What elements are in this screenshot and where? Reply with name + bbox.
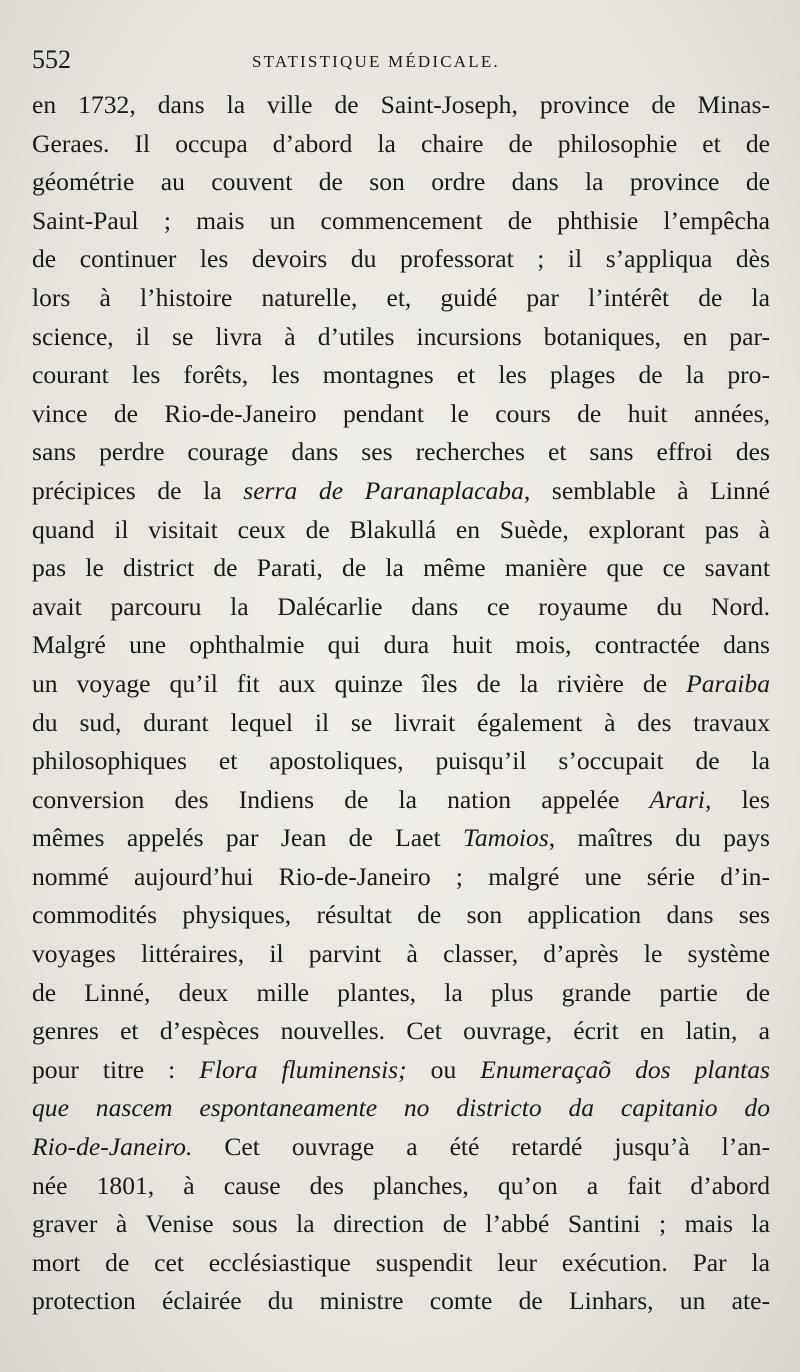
text-run: un voyage qu’il fit aux quinze îles de la rivière de [32,668,687,698]
italic-text: Flora fluminensis; [199,1054,407,1084]
text-line [32,511,770,550]
text-run: Malgré une ophthalmie qui dura huit mois, contractée dans [32,630,770,660]
text-line [32,665,770,704]
page-number: 552 [32,45,71,74]
italic-text: Arari [649,784,706,814]
body-text [32,86,770,1321]
text-line [32,896,770,935]
italic-text: Tamoios [462,823,549,853]
text-run: conversion des Indiens de la nation appelée [32,784,650,814]
text-run: , les [705,784,770,814]
text-run: science, il se livra à d’utiles incursions botaniques, en par- [32,321,770,351]
text-run: mort de cet ecclésiastique suspendit leur exécution. Par la [32,1247,770,1277]
text-run: Geraes. Il occupa d’abord la chaire de philosophie et de [32,128,770,158]
text-run: sans perdre courage dans ses recherches et sans effroi des [32,437,770,467]
text-line [32,1128,770,1167]
text-run: quand il visitait ceux de Blakullá en Suède, explorant pas à [32,514,770,544]
text-line [32,395,770,434]
text-run: voyages littéraires, il parvint à classer, d’après le système [32,939,770,969]
text-line [32,742,770,781]
text-line [32,433,770,472]
text-line [32,704,770,743]
italic-text: Enumeraçaõ dos plantas [480,1054,770,1084]
italic-text: serra de Paranaplacaba [243,475,524,505]
text-line [32,318,770,357]
text-run: lors à l’histoire naturelle, et, guidé par l’intérêt de la [32,282,770,312]
text-line [32,858,770,897]
text-line [32,202,770,241]
text-line [32,974,770,1013]
text-run: commodités physiques, résultat de son application dans ses [32,900,770,930]
text-run: de Linné, deux mille plantes, la plus grande partie de [32,977,770,1007]
text-run: Saint-Paul ; mais un commencement de phthisie l’empêcha [32,205,770,235]
text-run: née 1801, à cause des planches, qu’on a fait d’abord [32,1170,770,1200]
text-line [32,935,770,974]
text-line [32,781,770,820]
text-line [32,1051,770,1090]
page-header [32,44,760,76]
italic-text: Paraiba [686,668,770,698]
text-run: ou [406,1054,481,1084]
text-line [32,1089,770,1128]
text-run: vince de Rio-de-Janeiro pendant le cours de huit années, [32,398,770,428]
text-run: précipices de la [32,475,244,505]
text-line [32,86,770,125]
text-line [32,279,770,318]
italic-text: Rio-de-Janeiro. [32,1132,193,1162]
text-line [32,1012,770,1051]
text-run: du sud, durant lequel il se livrait également à des travaux [32,707,770,737]
text-line [32,1205,770,1244]
running-head: STATISTIQUE MÉDICALE. [252,52,500,71]
text-line [32,588,770,627]
text-run: en 1732, dans la ville de Saint-Joseph, province de Minas- [32,90,770,119]
text-run: de continuer les devoirs du professorat ; il s’appliqua dès [32,244,770,274]
text-line [32,819,770,858]
text-run: pour titre : [32,1054,200,1084]
text-line [32,549,770,588]
text-run: genres et d’espèces nouvelles. Cet ouvrage, écrit en latin, a [32,1016,770,1046]
text-line [32,1167,770,1206]
text-run: avait parcouru la Dalécarlie dans ce royaume du Nord. [32,591,770,621]
italic-text: que nascem espontaneamente no districto da capitanio do [32,1093,770,1123]
text-line [32,626,770,665]
text-run: nommé aujourd’hui Rio-de-Janeiro ; malgré une série d’in- [32,861,770,891]
text-run: protection éclairée du ministre comte de Linhars, un ate- [32,1286,770,1316]
text-line [32,1282,770,1321]
text-line [32,163,770,202]
text-run: géométrie au couvent de son ordre dans la province de [32,167,770,197]
text-line [32,472,770,511]
text-line [32,240,770,279]
text-run: , maîtres du pays [548,823,770,853]
text-run: courant les forêts, les montagnes et les plages de la pro- [32,360,770,390]
text-run: mêmes appelés par Jean de Laet [32,823,463,853]
text-line [32,1244,770,1283]
text-run: Cet ouvrage a été retardé jusqu’à l’an- [192,1132,770,1162]
text-run: philosophiques et apostoliques, puisqu’il s’occupait de la [32,746,770,776]
text-line [32,125,770,164]
text-line [32,356,770,395]
text-run: , semblable à Linné [523,475,770,505]
text-run: pas le district de Parati, de la même manière que ce savant [32,553,770,583]
text-run: graver à Venise sous la direction de l’abbé Santini ; mais la [32,1209,770,1239]
